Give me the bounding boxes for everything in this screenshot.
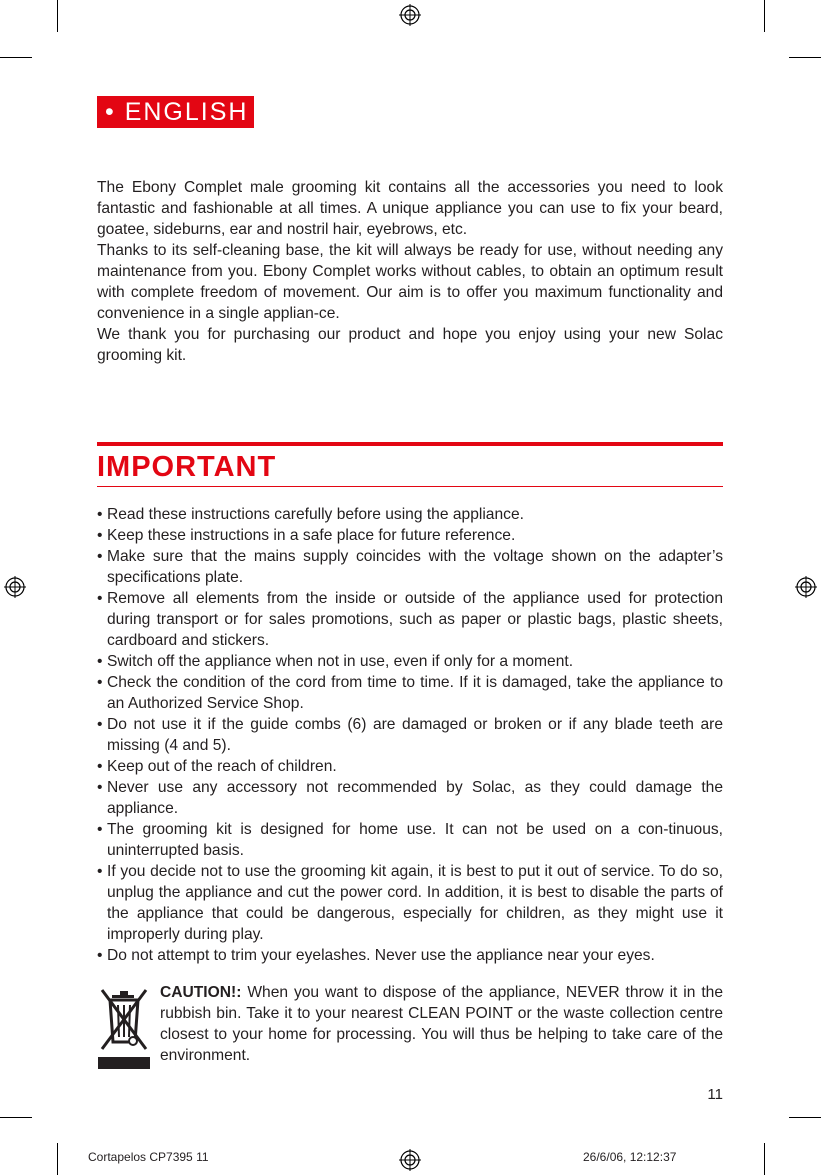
caution-label: CAUTION!: — [160, 984, 242, 1001]
crop-mark — [789, 57, 821, 58]
important-heading: IMPORTANT — [97, 451, 277, 483]
registration-mark-icon — [4, 576, 26, 598]
caution-text: When you want to dispose of the appliance, NEVER throw it in the rubbish bin. Take it to your nearest CLEAN POINT or the waste collection centre closest to your home for processing. You will thus be helping to take care of the environment. — [160, 984, 723, 1064]
language-tab: • ENGLISH — [97, 96, 254, 128]
caution-note — [160, 982, 723, 1066]
print-slug-right: 26/6/06, 12:12:37 — [583, 1150, 677, 1164]
list-item: • Check the condition of the cord from time to time. If it is damaged, take the appliance to an Authorized Service Shop. — [97, 672, 723, 714]
registration-mark-icon — [399, 4, 421, 26]
list-item: • Never use any accessory not recommended by Solac, as they could damage the appliance. — [97, 777, 723, 819]
crossed-out-bin-icon — [98, 987, 150, 1069]
print-slug-left: Cortapelos CP7395 11 — [88, 1150, 209, 1164]
heading-underline — [97, 486, 723, 487]
registration-mark-icon — [795, 576, 817, 598]
crop-mark — [57, 0, 58, 32]
list-item: • Do not use it if the guide combs (6) are damaged or broken or if any blade teeth are missing (4 and 5). — [97, 714, 723, 756]
crop-mark — [0, 57, 32, 58]
list-item: • The grooming kit is designed for home use. It can not be used on a con-tinuous, uninterrupted basis. — [97, 819, 723, 861]
crop-mark — [57, 1143, 58, 1175]
crop-mark — [789, 1117, 821, 1118]
intro-paragraph: We thank you for purchasing our product and hope you enjoy using your new Solac grooming kit. — [97, 326, 723, 364]
page-number: 11 — [707, 1086, 723, 1103]
crop-mark — [764, 1143, 765, 1175]
crop-mark — [0, 1117, 32, 1118]
list-item: • Keep these instructions in a safe place for future reference. — [97, 525, 723, 546]
list-item: • Remove all elements from the inside or outside of the appliance used for protection during transport or for sales promotions, such as paper or plastic bags, plastic sheets, cardboard and stickers. — [97, 588, 723, 651]
list-item: • Keep out of the reach of children. — [97, 756, 723, 777]
crop-mark — [764, 0, 765, 32]
intro-paragraph: The Ebony Complet male grooming kit contains all the accessories you need to look fantastic and fashionable at all times. A unique appliance you can use to fix your beard, goatee, sideburns, ear and nostril hair, eyebrows, etc. — [97, 179, 723, 238]
important-list — [97, 504, 723, 966]
list-item: • Read these instructions carefully before using the appliance. — [97, 504, 723, 525]
intro-paragraph: Thanks to its self-cleaning base, the kit will always be ready for use, without needing any maintenance from you. Ebony Complet works without cables, to obtain an optimum result with complete freedom of movement. Our aim is to offer you maximum functionality and convenience in a single applian-ce. — [97, 242, 723, 322]
list-item: • If you decide not to use the grooming kit again, it is best to put it out of service. To do so, unplug the appliance and cut the power cord. In addition, it is best to disable the parts of the appliance that could be dangerous, especially for children, as they might use it improperly during play. — [97, 861, 723, 945]
list-item: • Make sure that the mains supply coincides with the voltage shown on the adapter’s specifications plate. — [97, 546, 723, 588]
list-item: • Do not attempt to trim your eyelashes. Never use the appliance near your eyes. — [97, 945, 723, 966]
list-item: • Switch off the appliance when not in use, even if only for a moment. — [97, 651, 723, 672]
registration-mark-icon — [399, 1149, 421, 1171]
intro-text — [97, 177, 723, 366]
section-rule — [97, 442, 723, 446]
